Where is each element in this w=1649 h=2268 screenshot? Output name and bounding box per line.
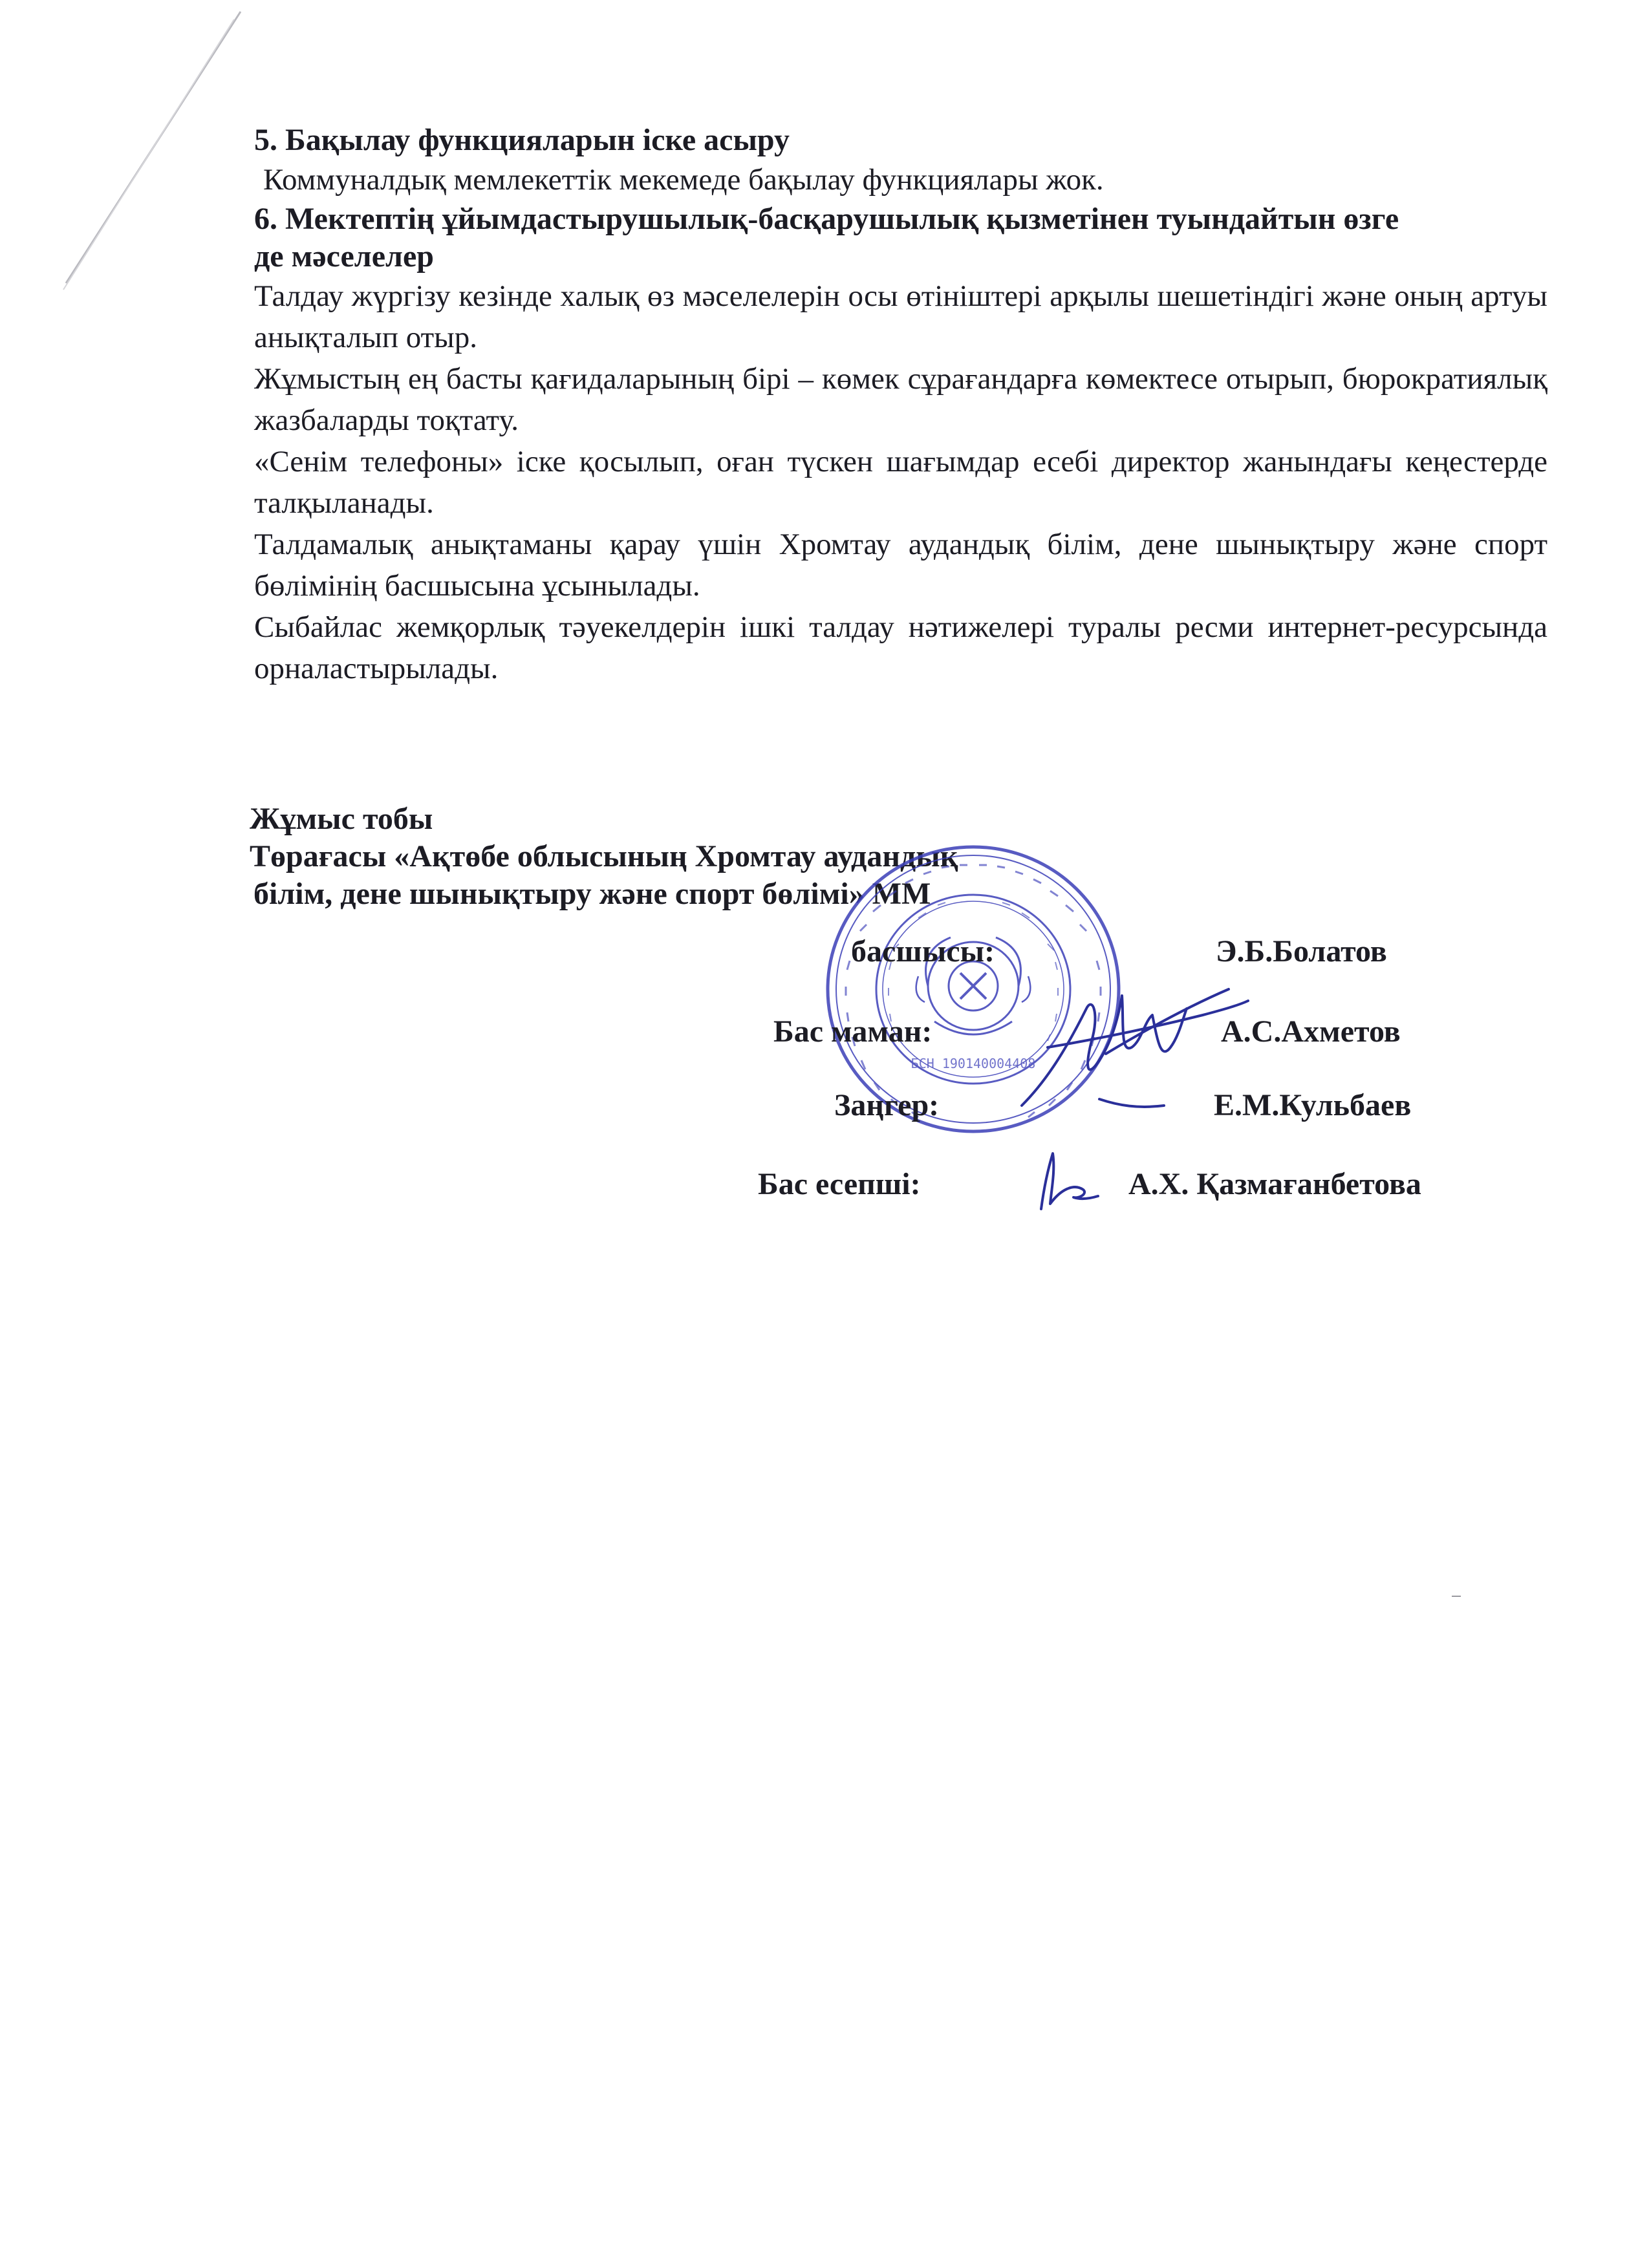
signatory-name-chief-specialist <box>1221 1013 1401 1051</box>
signature-row-chief-accountant <box>758 1166 921 1203</box>
signature-row-chief-specialist <box>773 1013 932 1051</box>
section-6-paragraph-3: «Сенім телефоны» іске қосылып, оған түскен шағымдар есебі директор жанындағы кеңестерде талқыланады. <box>254 445 1547 520</box>
section-6-paragraph-1: Талдау жүргізу кезінде халық өз мәселелерін осы өтініштері арқылы шешетіндігі және оның артуы анықталып отыр. <box>254 279 1547 354</box>
signatory-name: Э.Б.Болатов <box>1216 934 1387 968</box>
section-5-heading: 5. Бақылау функцияларын іске асыру <box>254 123 790 157</box>
handwritten-signature-accountant <box>1022 1144 1106 1215</box>
stamp-bin-text: БСН 190140004408 <box>911 1056 1036 1071</box>
signatory-name-chief-accountant <box>1128 1166 1421 1203</box>
role-label: Бас маман: <box>773 1014 932 1049</box>
working-group-chair-line-1: Төрағасы «Ақтөбе облысының Хромтау аудандық <box>250 839 958 873</box>
section-6-heading-line-1: 6. Мектептің ұйымдастырушылық-басқарушылық қызметінен туындайтын өзге <box>254 202 1399 236</box>
report-body <box>254 122 1547 689</box>
working-group-title: Жұмыс тобы <box>250 802 433 836</box>
signatory-name: А.С.Ахметов <box>1221 1014 1401 1049</box>
role-label: басшысы: <box>851 934 995 968</box>
signatory-name: А.Х. Қазмағанбетова <box>1128 1167 1421 1201</box>
signatory-name-head <box>1216 933 1387 970</box>
section-6-paragraph-2: Жұмыстың ең басты қағидаларының бірі – көмек сұрағандарға көмектесе отырып, бюрократиялық жазбаларды тоқтату. <box>254 362 1547 437</box>
working-group-chair-line-2: білім, дене шынықтыру және спорт бөлімі» ММ <box>253 877 931 911</box>
role-label: Бас есепші: <box>758 1167 921 1201</box>
section-5-text: Коммуналдық мемлекеттік мекемеде бақылау функциялары жок. <box>263 163 1104 197</box>
section-6-heading-line-2: де мәселелер <box>254 239 434 273</box>
signature-row-head <box>851 933 995 970</box>
signatory-name: Е.М.Кульбаев <box>1214 1088 1412 1122</box>
section-6-paragraph-4: Талдамалық анықтаманы қарау үшін Хромтау аудандық білім, дене шынықтыру және спорт бөлімінің басшысына ұсынылады. <box>254 528 1547 603</box>
signature-row-lawyer <box>834 1087 939 1124</box>
section-6-paragraph-5: Сыбайлас жемқорлық тәуекелдерін ішкі талдау нәтижелері туралы ресми интернет-ресурсында орналастырылады. <box>254 610 1547 685</box>
scan-speck <box>1452 1596 1461 1597</box>
role-label: Заңгер: <box>834 1088 940 1122</box>
signatory-name-lawyer <box>1214 1087 1411 1124</box>
